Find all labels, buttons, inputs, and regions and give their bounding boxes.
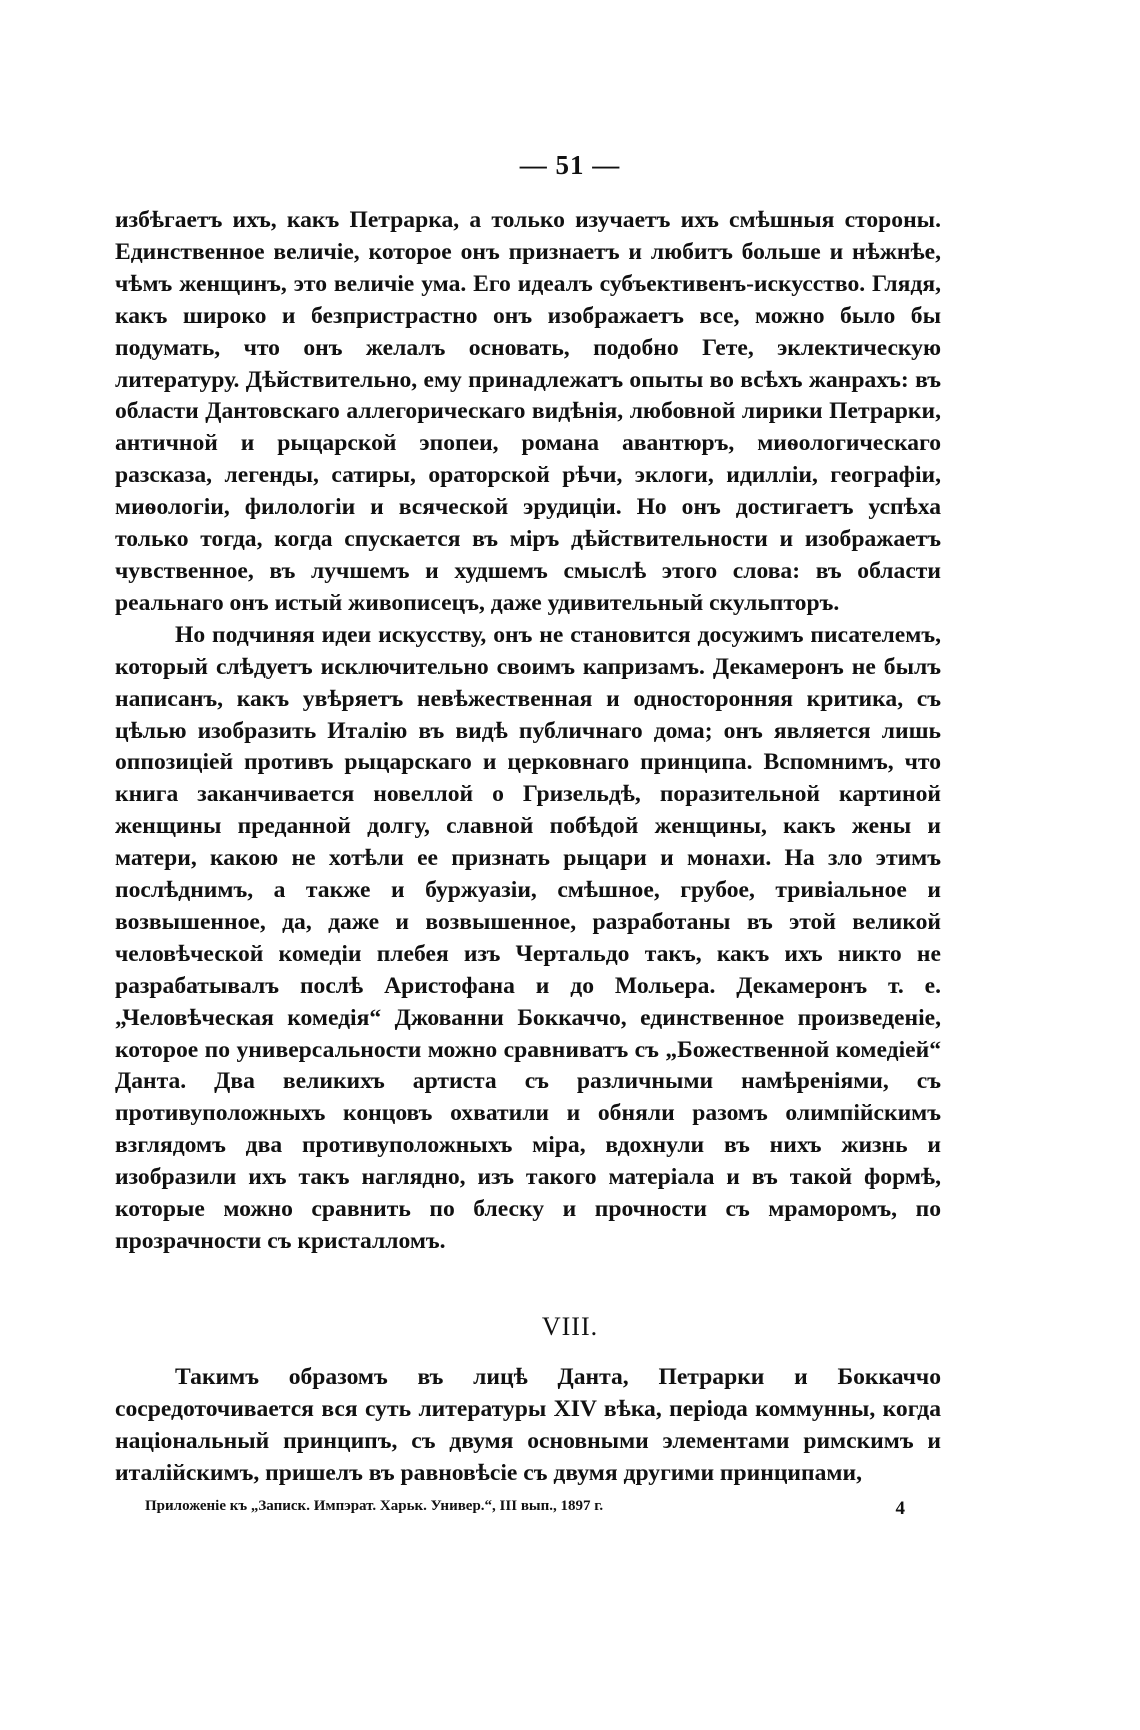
section-text-block (115, 1362, 941, 1490)
paragraph-section-viii: Такимъ образомъ въ лицѣ Данта, Петрарки и Боккаччо сосредоточивается вся суть литературы XIV вѣка, періода коммунны, когда національный принципъ, съ двумя основными элементами римскимъ и италійскимъ, пришелъ въ равновѣсіе съ двумя другими принципами, (115, 1364, 941, 1486)
paragraph-continuation: избѣгаетъ ихъ, какъ Петрарка, а только изучаетъ ихъ смѣшныя стороны. Единственное величіе, которое онъ признаетъ и любитъ больше и нѣжнѣе, чѣмъ женщинъ, это величіе ума. Его идеалъ субъективенъ-искусство. Глядя, какъ широко и безпристрастно онъ изображаетъ все, можно было бы подумать, что онъ желалъ основать, подобно Гете, эклектическую литературу. Дѣйствительно, ему принадлежатъ опыты во всѣхъ жанрахъ: въ области Дантовскаго аллегорическаго видѣнія, любовной лирики Петрарки, античной и рыцарской эпопеи, романа авантюръ, миѳологическаго разсказа, легенды, сатиры, ораторской рѣчи, эклоги, идилліи, географіи, миѳологіи, филологіи и всяческой эрудиціи. Но онъ достигаетъ успѣха только тогда, когда спускается въ міръ дѣйствительности и изображаетъ чувственное, въ лучшемъ и худшемъ смыслѣ этого слова: въ области реальнаго онъ истый живописецъ, даже удивительный скульпторъ. (115, 207, 941, 616)
section-heading: VIII. (541, 1312, 599, 1341)
main-text-block (115, 205, 941, 1258)
page-number: — 51 — (519, 150, 621, 180)
footer-signature-mark: 4 (895, 1498, 905, 1519)
paragraph-decameron: Но подчиняя идеи искусству, онъ не становится досужимъ писателемъ, который слѣдуетъ исключительно своимъ капризамъ. Декамеронъ не былъ написанъ, какъ увѣряетъ невѣжественная и односторонняя критика, съ цѣлью изобразить Италію въ видѣ публичнаго дома; онъ является лишь оппозиціей противъ рыцарскаго и церковнаго принципа. Вспомнимъ, что книга заканчивается новеллой о Гризельдѣ, поразительной картиной женщины преданной долгу, славной побѣдой женщины, какъ жены и матери, какою не хотѣли ее признать рыцари и монахи. На зло этимъ послѣднимъ, а также и буржуазіи, смѣшное, грубое, тривіальное и возвышенное, да, даже и возвышенное, разработаны въ этой великой человѣческой комедіи плебея изъ Чертальдо такъ, какъ ихъ никто не разрабатывалъ послѣ Аристофана и до Мольера. Декамеронъ т. е. „Человѣческая комедія“ Джованни Боккаччо, единственное произведеніе, которое по универсальности можно сравниватъ съ „Божественной комедіей“ Данта. Два великихъ артиста съ различными намѣреніями, съ противуположныхъ концовъ охватили и обняли разомъ олимпійскимъ взглядомъ два противуположныхъ міра, вдохнули въ нихъ жизнь и изобразили ихъ такъ наглядно, изъ такого матеріала и въ такой формѣ, которые можно сравнить по блеску и прочности съ мраморомъ, по прозрачности съ кристалломъ. (115, 621, 941, 1254)
page-footer (145, 1498, 905, 1520)
footer-citation: Приложеніе къ „Записк. Импэрат. Харьк. Универ.“, III вып., 1897 г. (145, 1498, 604, 1514)
